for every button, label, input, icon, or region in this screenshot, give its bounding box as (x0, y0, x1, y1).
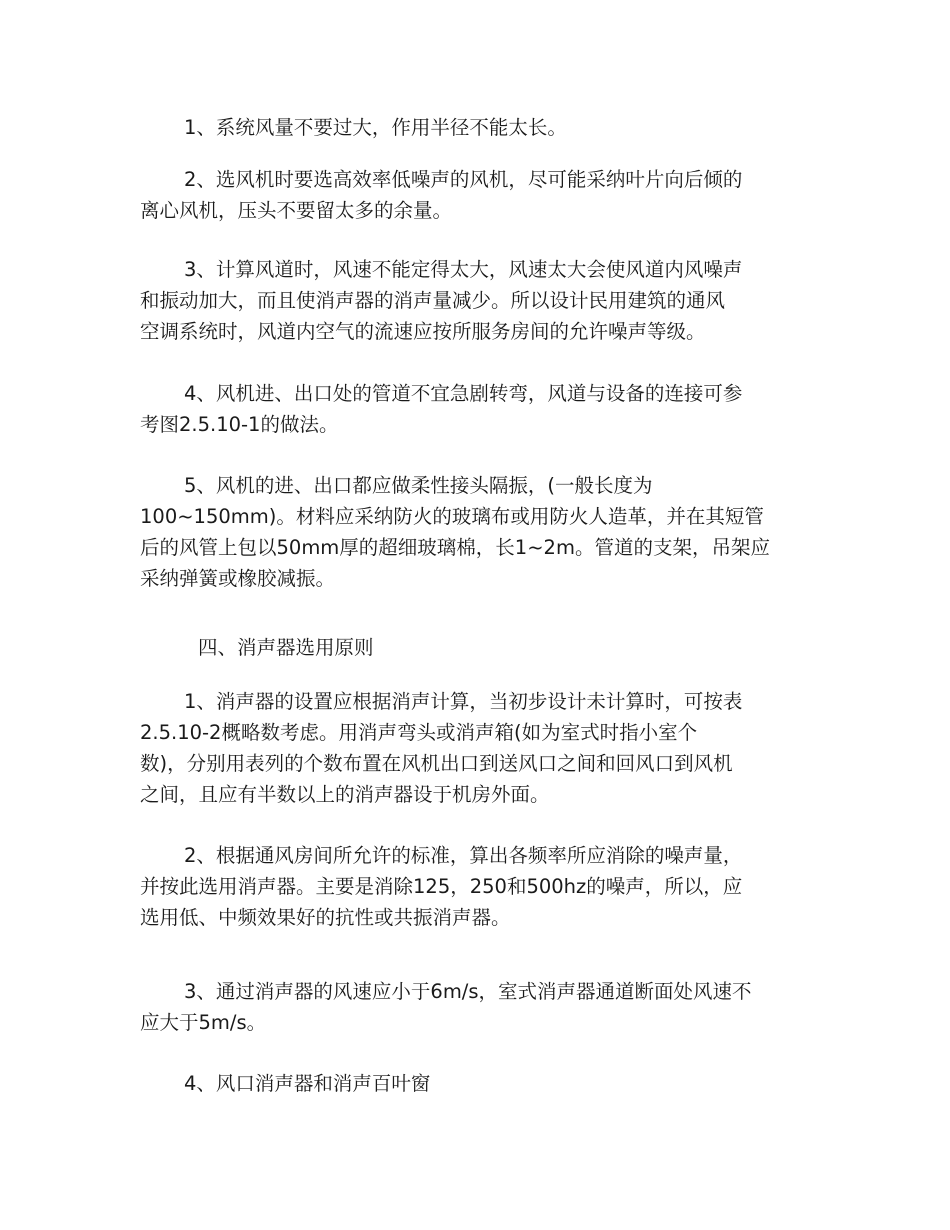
text-line: 之间，且应有半数以上的消声器设于机房外面。 (140, 783, 550, 806)
text-line: 考图2.5.10-1的做法。 (140, 413, 339, 436)
text-line: 100~150mm)。材料应采纳防火的玻璃布或用防火人造革，并在其短管 (140, 505, 764, 528)
text-line: 采纳弹簧或橡胶减振。 (140, 567, 336, 590)
text-line: 1、系统风量不要过大，作用半径不能太长。 (184, 116, 567, 139)
paragraph-1 (140, 112, 820, 143)
text-line: 2、选风机时要选高效率低噪声的风机，尽可能采纳叶片向后倾的 (184, 168, 743, 191)
text-line: 后的风管上包以50mm厚的超细玻璃棉，长1~2m。管道的支架，吊架应 (140, 536, 770, 559)
text-line: 2.5.10-2概略数考虑。用消声弯头或消声箱(如为室式时指小室个 (140, 721, 698, 744)
text-line: 2、根据通风房间所允许的标准，算出各频率所应消除的噪声量， (184, 844, 743, 867)
text-line: 选用低、中频效果好的抗性或共振消声器。 (140, 906, 511, 929)
text-line: 离心风机，压头不要留太多的余量。 (140, 199, 453, 222)
text-line: 和振动加大，而且使消声器的消声量减少。所以设计民用建筑的通风 (140, 289, 726, 312)
paragraph-7 (140, 840, 820, 933)
paragraph-6 (140, 686, 820, 810)
paragraph-5 (140, 470, 820, 594)
paragraph-8 (140, 976, 820, 1038)
paragraph-2 (140, 164, 820, 226)
text-line: 3、通过消声器的风速应小于6m/s，室式消声器通道断面处风速不 (184, 980, 752, 1003)
text-line: 1、消声器的设置应根据消声计算，当初步设计未计算时，可按表 (184, 690, 743, 713)
text-line: 并按此选用消声器。主要是消除125，250和500hz的噪声，所以，应 (140, 875, 743, 898)
text-line: 数)，分别用表列的个数布置在风机出口到送风口之间和回风口到风机 (140, 752, 733, 775)
paragraph-3 (140, 254, 820, 347)
paragraph-4 (140, 378, 820, 440)
section-title: 四、消声器选用原则 (198, 636, 374, 659)
section-heading (140, 632, 820, 663)
text-line: 5、风机的进、出口都应做柔性接头隔振，(一般长度为 (184, 474, 653, 497)
text-line: 空调系统时，风道内空气的流速应按所服务房间的允许噪声等级。 (140, 320, 706, 343)
text-line: 4、风口消声器和消声百叶窗 (184, 1072, 431, 1095)
text-line: 3、计算风道时，风速不能定得太大，风速太大会使风道内风噪声 (184, 258, 743, 281)
paragraph-9 (140, 1068, 820, 1099)
text-line: 应大于5m/s。 (140, 1011, 267, 1034)
text-line: 4、风机进、出口处的管道不宜急剧转弯，风道与设备的连接可参 (184, 382, 743, 405)
